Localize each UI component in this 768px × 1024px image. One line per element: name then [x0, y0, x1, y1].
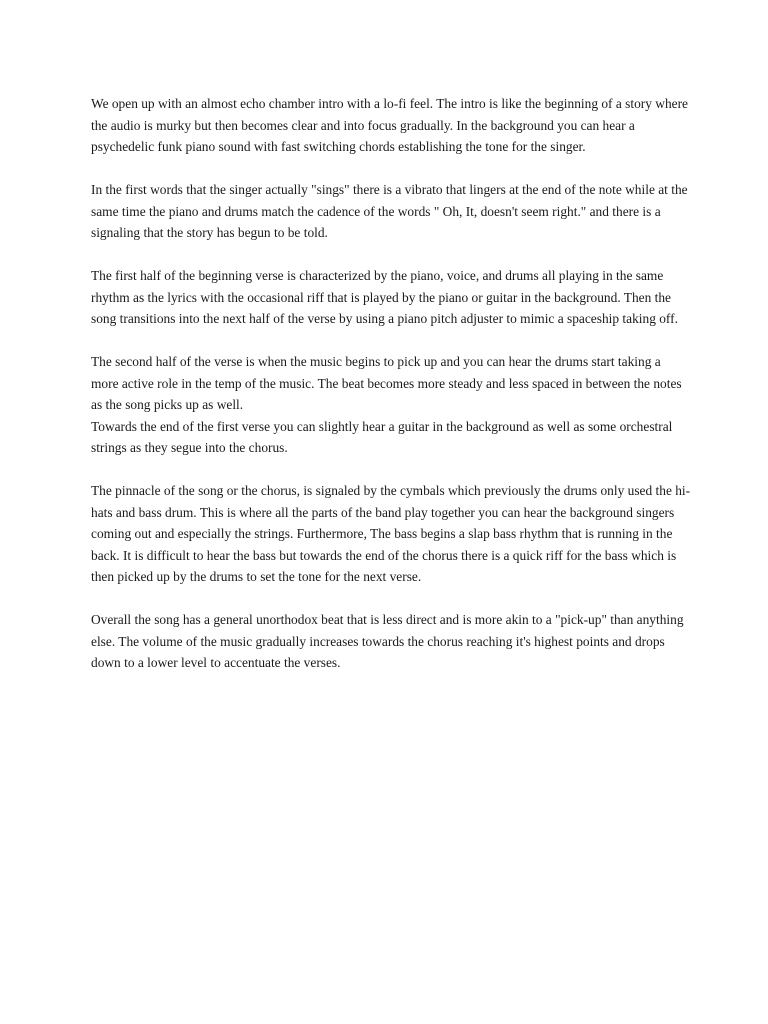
paragraph-end-first-verse: Towards the end of the first verse you can slightly hear a guitar in the background as well as some orchestral strings as they segue into the chorus. [91, 418, 673, 455]
paragraph-first-half-verse: The first half of the beginning verse is characterized by the piano, voice, and drums all playing in the same rhythm as the lyrics with the occasional riff that is played by the piano or guitar in the background. Then the song transitions into the next half of the verse by using a piano pitch adjuster to mimic a spaceship taking off. [91, 268, 678, 326]
paragraph-intro: We open up with an almost echo chamber intro with a lo-fi feel. The intro is like the beginning of a story where the audio is murky but then becomes clear and into focus gradually. In the background you can hear a psychedelic funk piano sound with fast switching chords establishing the tone for the singer. [91, 96, 688, 154]
document-body [91, 93, 691, 695]
paragraph-second-half-verse: The second half of the verse is when the music begins to pick up and you can hear the drums start taking a more active role in the temp of the music. The beat becomes more steady and less spaced in between the notes as the song picks up as well. [91, 354, 682, 412]
paragraph-chorus: The pinnacle of the song or the chorus, is signaled by the cymbals which previously the drums only used the hi-hats and bass drum. This is where all the parts of the band play together you can hear the background singers coming out and especially the strings. Furthermore, The bass begins a slap bass rhythm that is running in the back. It is difficult to hear the bass but towards the end of the chorus there is a quick riff for the bass which is then picked up by the drums to set the tone for the next verse. [91, 483, 691, 584]
paragraph-overall: Overall the song has a general unorthodox beat that is less direct and is more akin to a "pick-up" than anything else. The volume of the music gradually increases towards the chorus reaching it's highest points and drops down to a lower level to accentuate the verses. [91, 612, 684, 670]
paragraph-first-words: In the first words that the singer actually "sings" there is a vibrato that lingers at the end of the note while at the same time the piano and drums match the cadence of the words " Oh, It, doesn't seem right." and there is a signaling that the story has begun to be told. [91, 182, 688, 240]
